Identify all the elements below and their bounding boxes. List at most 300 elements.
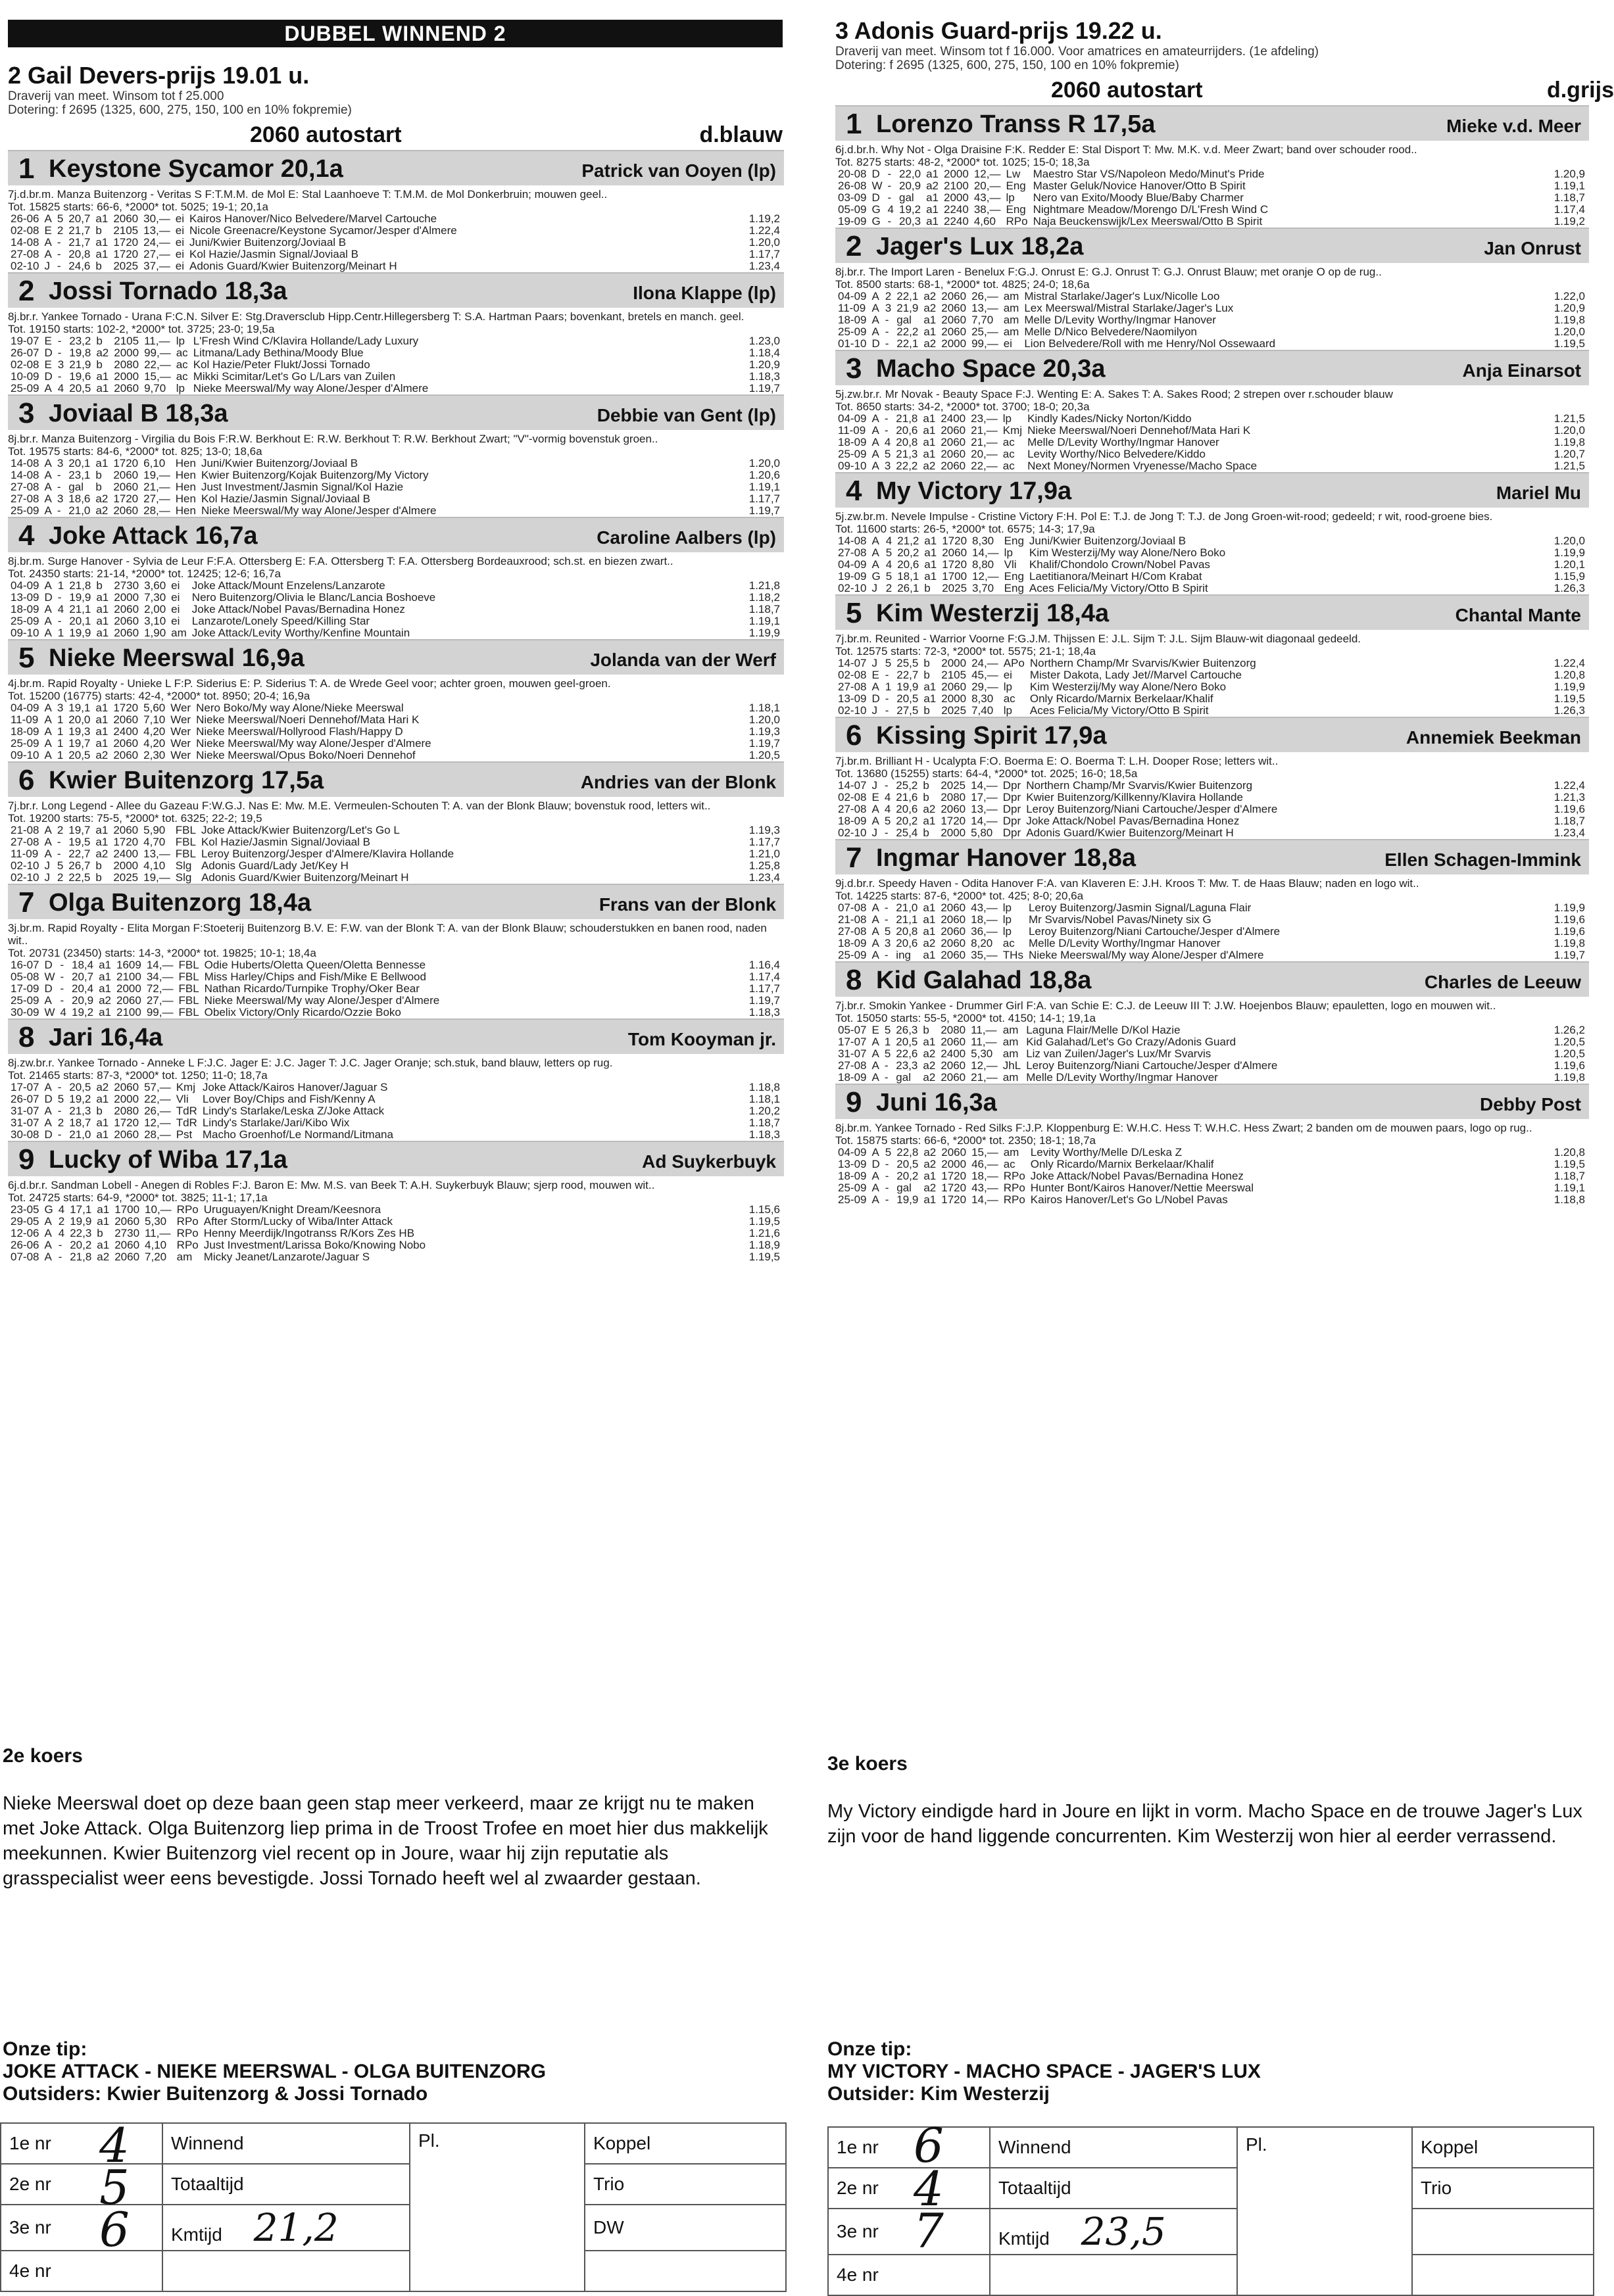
table-cell: Lw xyxy=(1006,168,1021,180)
table-row xyxy=(8,1251,784,1263)
horse-record: Tot. 15200 (16775) starts: 42-4, *2000* tot. 8950; 20-4; 16,9a xyxy=(8,690,310,702)
table-cell: Nieke Meerswal/My way Alone/Jesper d'Almere xyxy=(196,737,431,750)
race-comment-block xyxy=(3,1745,779,1891)
table-cell: 14-08 xyxy=(11,457,39,469)
horse-record: Tot. 19200 starts: 75-5, *2000* tot. 6325; 22-2; 19,5 xyxy=(8,812,262,825)
handwritten-kmtijd: 23,5 xyxy=(1081,2209,1166,2254)
table-cell: 20,8 xyxy=(68,248,91,260)
table-row xyxy=(835,535,1589,547)
table-cell: 5 xyxy=(57,212,64,225)
table-cell: 1720 xyxy=(113,702,139,714)
table-cell: ei xyxy=(171,591,180,604)
race-distance: 2060 autostart xyxy=(250,122,402,147)
form-empty[interactable] xyxy=(585,2251,786,2291)
table-cell: b xyxy=(95,224,102,237)
horse-name: Lorenzo Transs R 17,5a xyxy=(876,110,1156,138)
table-cell: 30-08 xyxy=(11,1128,39,1141)
table-cell: b xyxy=(923,791,929,803)
table-cell: 1.19,8 xyxy=(1553,436,1585,448)
table-cell: 4,20 xyxy=(143,725,166,738)
table-cell: 21,3 xyxy=(69,1105,91,1117)
table-cell: 27,5 xyxy=(896,704,919,717)
form-totaaltijd[interactable]: Totaaltijd xyxy=(162,2164,410,2205)
table-cell: 31-07 xyxy=(11,1105,39,1117)
table-cell: 15,— xyxy=(144,370,171,383)
table-cell: 1.20,8 xyxy=(1553,669,1585,681)
horse-header xyxy=(835,105,1589,141)
horse-name: Olga Buitenzorg 18,4a xyxy=(49,889,312,917)
table-cell: 18,— xyxy=(971,913,998,926)
table-cell: Nieke Meerswal/Opus Boko/Noeri Dennehof xyxy=(196,749,416,761)
table-cell: 12,— xyxy=(144,1116,171,1129)
form-empty[interactable] xyxy=(1412,2255,1594,2295)
table-cell: Nero Buitenzorg/Olivia le Blanc/Lancia Boshoeve xyxy=(191,591,436,604)
table-cell: 5 xyxy=(885,1146,892,1159)
table-cell: 1.18,7 xyxy=(1553,815,1585,827)
table-cell: 20,5 xyxy=(68,749,91,761)
table-cell: a2 xyxy=(923,460,936,472)
table-cell: W xyxy=(871,179,883,192)
table-cell: 5 xyxy=(884,1024,891,1036)
table-cell: Levity Worthy/Nico Belvedere/Kiddo xyxy=(1027,448,1206,460)
table-cell: 02-10 xyxy=(11,260,39,272)
table-cell: 2060 xyxy=(114,1239,140,1251)
table-cell: 27-08 xyxy=(838,681,867,693)
form-row-2 xyxy=(828,2161,990,2216)
table-cell: 1.19,5 xyxy=(748,1215,780,1228)
table-cell: 2240 xyxy=(944,215,969,227)
race-comment-block xyxy=(827,1753,1594,1849)
section-title: 3e koers xyxy=(827,1753,908,1775)
table-cell: TdR xyxy=(176,1116,197,1129)
table-cell: 18-09 xyxy=(838,436,867,448)
table-cell: Hen xyxy=(175,469,196,481)
table-cell: 22,8 xyxy=(896,1146,919,1159)
table-cell: Pst xyxy=(176,1128,193,1141)
table-cell: b xyxy=(924,582,931,594)
table-cell: - xyxy=(885,314,889,326)
table-cell: 24,6 xyxy=(68,260,91,272)
table-cell: 1720 xyxy=(942,535,967,547)
table-cell: lp xyxy=(176,335,185,347)
tip-outsiders: Outsiders: Kwier Buitenzorg & Jossi Tornado xyxy=(3,2083,428,2105)
table-cell: - xyxy=(887,215,892,227)
handwritten-pick-1: 6 xyxy=(914,2118,944,2173)
table-cell: 19,9 xyxy=(896,1193,919,1206)
form-row-3 xyxy=(1,2202,162,2257)
table-cell: gal xyxy=(899,191,914,204)
table-row xyxy=(8,825,784,836)
horse-number: 9 xyxy=(846,1086,862,1118)
table-cell: a1 xyxy=(96,382,109,395)
table-cell: A xyxy=(44,236,52,249)
table-cell: 1.19,7 xyxy=(748,737,780,750)
horse-list xyxy=(827,105,1594,1206)
table-cell: FBL xyxy=(178,1006,199,1018)
table-cell: 21,— xyxy=(971,424,998,437)
table-cell: 1.21,8 xyxy=(748,579,780,592)
table-cell: 1720 xyxy=(113,457,139,469)
table-cell: 19,3 xyxy=(68,725,91,738)
table-cell: b xyxy=(96,579,103,592)
table-cell: Melle D/Levity Worthy/Ingmar Hanover xyxy=(1028,937,1221,949)
table-cell: 24,— xyxy=(971,657,998,669)
form-place[interactable]: Pl. xyxy=(1237,2127,1412,2295)
table-cell: 7,40 xyxy=(971,704,994,717)
table-cell: Laguna Flair/Melle D/Kol Hazie xyxy=(1026,1024,1181,1036)
table-row xyxy=(835,938,1589,949)
table-cell: 1.20,0 xyxy=(1553,424,1585,437)
table-cell: 1.20,5 xyxy=(1553,1036,1585,1048)
table-row xyxy=(835,180,1589,192)
table-cell: 25,4 xyxy=(896,826,918,839)
table-cell: 11,— xyxy=(145,1227,171,1239)
table-cell: 2000 xyxy=(941,826,966,839)
horse-record: Tot. 19575 starts: 84-6, *2000* tot. 825; 13-0; 18,6a xyxy=(8,445,262,458)
table-cell: 27,— xyxy=(143,492,170,505)
table-cell: 99,— xyxy=(144,347,171,359)
right-column xyxy=(827,0,1614,2285)
table-cell: 5 xyxy=(884,448,891,460)
table-cell: FBL xyxy=(178,970,199,983)
table-cell: Wer xyxy=(170,725,191,738)
horse-name: Keystone Sycamor 20,1a xyxy=(49,155,343,183)
table-row xyxy=(8,702,784,714)
form-trio[interactable]: Trio xyxy=(585,2164,786,2205)
table-cell: a2 xyxy=(96,1081,109,1093)
form-empty[interactable] xyxy=(162,2251,410,2291)
horse-pedigree: 8j.br.m. Yankee Tornado - Red Silks F:J.P. Kloppenburg E: W.H.C. Hess T: W.H.C. Hess Zwart; 2 banden om de mouwen paars, logo op rug.. xyxy=(835,1122,1532,1134)
form-dw[interactable]: DW xyxy=(585,2205,786,2251)
table-cell: 23,— xyxy=(971,412,998,425)
table-cell: 18,7 xyxy=(69,1116,91,1129)
table-cell: A xyxy=(871,1071,879,1084)
table-cell: 02-08 xyxy=(838,791,867,803)
table-cell: 21,6 xyxy=(896,791,918,803)
table-cell: 2060 xyxy=(113,469,139,481)
table-cell: 1 xyxy=(57,579,64,592)
race-history-table xyxy=(8,580,784,639)
table-cell: 5 xyxy=(885,657,892,669)
form-kmtijd[interactable] xyxy=(162,2205,410,2251)
table-cell: 02-10 xyxy=(838,582,867,594)
table-cell: Joke Attack/Kairos Hanover/Jaguar S xyxy=(202,1081,388,1093)
table-cell: 1.20,6 xyxy=(748,469,780,481)
race-title: 3 Adonis Guard-prijs 19.22 u. xyxy=(835,17,1162,44)
table-cell: 1.19,9 xyxy=(748,627,780,639)
handwritten-pick-2: 4 xyxy=(914,2161,944,2216)
table-cell: 15,— xyxy=(971,1146,998,1159)
table-cell: 22,7 xyxy=(896,669,919,681)
table-cell: 2000 xyxy=(113,859,139,872)
table-cell: 21-08 xyxy=(11,824,39,836)
table-cell: 1.23,0 xyxy=(748,335,780,347)
table-cell: am xyxy=(1003,314,1019,326)
horse-header xyxy=(835,227,1589,263)
table-cell: Nathan Ricardo/Turnpike Trophy/Oker Bear xyxy=(204,982,420,995)
table-cell: 02-08 xyxy=(11,358,39,371)
table-cell: - xyxy=(57,848,61,860)
table-cell: Vli xyxy=(1004,558,1017,571)
horse-header xyxy=(8,639,784,675)
table-cell: 1.19,8 xyxy=(1553,1071,1585,1084)
table-cell: 2080 xyxy=(941,791,966,803)
table-cell: 3 xyxy=(57,702,64,714)
table-cell: Kid Galahad/Let's Go Crazy/Adonis Guard xyxy=(1026,1036,1236,1048)
table-row xyxy=(835,815,1589,827)
driver-name: Tom Kooyman jr. xyxy=(627,1029,776,1049)
table-cell: a1 xyxy=(95,713,109,726)
table-cell: 1.23,4 xyxy=(748,260,780,272)
table-cell: - xyxy=(885,325,889,338)
table-cell: 13,— xyxy=(143,848,170,860)
form-row-4: 4e nr xyxy=(1,2251,162,2291)
table-cell: 1.19,9 xyxy=(1553,681,1585,693)
table-cell: 2400 xyxy=(941,1047,966,1060)
table-cell: 2025 xyxy=(113,260,139,272)
table-cell: Hunter Bont/Kairos Hanover/Nettie Meerswal xyxy=(1030,1182,1254,1194)
table-cell: RPo xyxy=(176,1239,199,1251)
table-cell: 3 xyxy=(884,937,891,949)
form-koppel[interactable]: Koppel xyxy=(585,2123,786,2164)
form-empty[interactable] xyxy=(990,2255,1237,2295)
table-cell: Aces Felicia/My Victory/Otto B Spirit xyxy=(1029,704,1209,717)
form-winnend[interactable]: Winnend xyxy=(990,2127,1237,2168)
table-cell: 2060 xyxy=(114,382,139,395)
table-row xyxy=(835,1159,1589,1170)
form-label-1e-nr: 1e nr xyxy=(837,2137,879,2157)
table-row xyxy=(835,705,1589,717)
horse-header xyxy=(8,884,784,919)
table-cell: 17-07 xyxy=(11,1081,39,1093)
horse-record: Tot. 21465 starts: 87-3, *2000* tot. 1250; 11-0; 18,7a xyxy=(8,1069,268,1082)
table-cell: 27-08 xyxy=(11,248,39,260)
table-cell: 27-08 xyxy=(11,481,39,493)
form-koppel[interactable]: Koppel xyxy=(1412,2127,1594,2168)
table-cell: 25-09 xyxy=(11,615,39,627)
table-cell: 14-08 xyxy=(11,469,39,481)
table-cell: 22,7 xyxy=(68,848,91,860)
table-cell: 2000 xyxy=(944,168,969,180)
table-cell: 27-08 xyxy=(838,803,867,815)
table-cell: 2000 xyxy=(944,191,969,204)
table-cell: Nero van Exito/Moody Blue/Baby Charmer xyxy=(1033,191,1244,204)
table-cell: 12,— xyxy=(973,168,1001,180)
table-cell: Naja Beuckenswijk/Lex Meerswal/Otto B Spirit xyxy=(1033,215,1263,227)
table-cell: D xyxy=(871,1158,880,1170)
horse-number: 8 xyxy=(846,964,862,996)
horse-name: Kwier Buitenzorg 17,5a xyxy=(49,767,324,794)
table-cell: 5 xyxy=(884,925,891,938)
table-cell: 2,00 xyxy=(144,603,166,615)
table-cell: 5,60 xyxy=(143,702,166,714)
table-cell: Melle D/Levity Worthy/Ingmar Hanover xyxy=(1027,436,1219,448)
table-cell: 3 xyxy=(57,492,64,505)
table-cell: am xyxy=(1002,1047,1019,1060)
table-cell: G xyxy=(871,215,881,227)
table-cell: 45,— xyxy=(971,669,998,681)
table-cell: 2060 xyxy=(941,681,967,693)
horse-record: Tot. 11600 starts: 26-5, *2000* tot. 6575; 14-3; 17,9a xyxy=(835,523,1095,535)
table-cell: 2060 xyxy=(941,913,966,926)
table-cell: 43,— xyxy=(971,901,998,914)
table-cell: 14-08 xyxy=(838,535,867,547)
table-cell: a1 xyxy=(923,325,937,338)
table-cell: 2105 xyxy=(113,224,139,237)
table-cell: 7,10 xyxy=(143,713,166,726)
table-row xyxy=(835,216,1589,227)
race-prize-money: Dotering: f 2695 (1325, 600, 275, 150, 100 en 10% fokpremie) xyxy=(835,59,1179,72)
table-cell: 2060 xyxy=(941,1036,966,1048)
table-cell: b xyxy=(95,481,102,493)
table-cell: A xyxy=(44,749,52,761)
table-cell: 21,7 xyxy=(68,224,91,237)
table-cell: 8,20 xyxy=(971,937,993,949)
table-cell: J xyxy=(871,704,877,717)
table-cell: Melle D/Levity Worthy/Ingmar Hanover xyxy=(1024,314,1216,326)
horse-header xyxy=(835,717,1589,752)
horse-pedigree: 4j.br.m. Rapid Royalty - Unieke L F:P. Siderius E: P. Siderius T: A. de Wrede Geel voor; achter groen, mouwen geel-groen. xyxy=(8,677,611,690)
table-cell: 1.20,9 xyxy=(748,358,780,371)
table-cell: 2000 xyxy=(114,347,139,359)
table-cell: E xyxy=(44,224,52,237)
table-cell: APo xyxy=(1003,657,1025,669)
form-label-2e-nr: 2e nr xyxy=(9,2174,51,2194)
table-cell: 25-09 xyxy=(838,1193,867,1206)
table-cell: Mister Dakota, Lady Jet//Marvel Cartouche xyxy=(1029,669,1242,681)
form-place[interactable]: Pl. xyxy=(410,2123,585,2291)
driver-name: Jolanda van der Werf xyxy=(590,650,776,670)
table-cell: 21,1 xyxy=(896,913,918,926)
form-kmtijd[interactable] xyxy=(990,2209,1237,2255)
table-cell: a1 xyxy=(95,836,109,848)
table-cell: a1 xyxy=(96,370,109,383)
table-row xyxy=(8,848,784,860)
table-cell: 5 xyxy=(57,859,64,872)
table-cell: A xyxy=(44,994,52,1007)
table-cell: 18,— xyxy=(971,1170,998,1182)
table-cell: 12,— xyxy=(972,570,999,583)
table-cell: 22,5 xyxy=(68,871,91,884)
table-cell: 20,6 xyxy=(896,803,918,815)
table-cell: Leroy Buitenzorg/Jesper d'Almere/Klavira Hollande xyxy=(201,848,454,860)
table-cell: 19-09 xyxy=(838,215,867,227)
form-trio[interactable]: Trio xyxy=(1412,2168,1594,2209)
tip-block xyxy=(3,2038,779,2105)
table-cell: L'Fresh Wind C/Klavira Hollande/Lady Luxury xyxy=(193,335,419,347)
table-cell: 18-09 xyxy=(11,603,39,615)
table-cell: Northern Champ/Mr Svarvis/Kwier Buitenzorg xyxy=(1026,779,1253,792)
table-cell: 3 xyxy=(884,460,891,472)
table-row xyxy=(8,1204,784,1216)
race-distance: 2060 autostart xyxy=(1051,78,1203,103)
table-cell: RPo xyxy=(176,1227,199,1239)
table-cell: 21,7 xyxy=(68,236,91,249)
table-cell: Micky Jeanet/Lanzarote/Jaguar S xyxy=(203,1251,370,1263)
table-row xyxy=(835,413,1589,425)
form-empty[interactable] xyxy=(1412,2209,1594,2255)
table-cell: 21,— xyxy=(971,436,998,448)
table-cell: 2060 xyxy=(114,1081,139,1093)
horse-record: Tot. 24350 starts: 21-14, *2000* tot. 12425; 12-6; 16,7a xyxy=(8,567,281,580)
table-cell: 25-09 xyxy=(838,1182,867,1194)
table-cell: 27-08 xyxy=(11,492,39,505)
table-cell: a1 xyxy=(923,448,936,460)
horse-header xyxy=(835,839,1589,874)
table-cell: - xyxy=(60,959,64,971)
table-cell: FBL xyxy=(178,982,199,995)
table-cell: a1 xyxy=(96,627,109,639)
table-cell: 1 xyxy=(57,737,64,750)
table-cell: b xyxy=(95,260,102,272)
table-cell: a2 xyxy=(923,803,936,815)
horse-pedigree: 8j.br.r. Yankee Tornado - Urana F:C.N. Silver E: Stg.Draversclub Hipp.Centr.Hillegersberg T: S.A. Hartman Paars; bovenkant, bretels en manch. geel. xyxy=(8,310,745,323)
table-cell: 21,0 xyxy=(69,1128,91,1141)
table-cell: A xyxy=(44,504,52,517)
table-cell: 2000 xyxy=(114,1093,139,1105)
table-cell: 1.18,1 xyxy=(748,702,780,714)
horse-number: 6 xyxy=(18,764,35,796)
table-cell: 9,70 xyxy=(144,382,166,395)
table-row xyxy=(8,627,784,639)
table-cell: ac xyxy=(176,370,188,383)
table-cell: 13,— xyxy=(143,224,170,237)
horse-number: 4 xyxy=(846,475,862,507)
table-cell: 23,2 xyxy=(69,335,91,347)
table-cell: Juni/Kwier Buitenzorg/Joviaal B xyxy=(189,236,347,249)
table-row xyxy=(835,448,1589,460)
table-row xyxy=(8,225,784,237)
table-cell: 1.19,5 xyxy=(1553,1158,1585,1170)
table-cell: lp xyxy=(1002,913,1012,926)
driver-name: Jan Onrust xyxy=(1484,238,1581,258)
table-cell: b xyxy=(95,871,102,884)
horse-pedigree: 8j.br.r. Manza Buitenzorg - Virgilia du Bois F:R.W. Berkhout E: R.W. Berkhout T: R.W. Berkhout Zwart; "V"-vormig bovenstuk groen.. xyxy=(8,433,658,445)
table-cell: Nieke Meerswal/My way Alone/Jesper d'Almere xyxy=(204,994,440,1007)
table-cell: Juni/Kwier Buitenzorg/Joviaal B xyxy=(201,457,358,469)
table-cell: 2000 xyxy=(114,591,139,604)
table-cell: 1.20,8 xyxy=(1553,1146,1585,1159)
table-cell: 5 xyxy=(884,1047,891,1060)
table-cell: D xyxy=(871,337,880,350)
table-cell: a2 xyxy=(923,302,937,314)
section-title: 2e koers xyxy=(3,1745,83,1767)
form-winnend[interactable]: Winnend xyxy=(162,2123,410,2164)
table-cell: 04-09 xyxy=(11,579,39,592)
table-cell: lp xyxy=(1002,901,1012,914)
table-cell: b xyxy=(97,1227,103,1239)
table-cell: ac xyxy=(1002,460,1015,472)
table-cell: J xyxy=(44,859,50,872)
table-cell: 2100 xyxy=(116,970,141,983)
horse-pedigree: 5j.zw.br.r. Mr Novak - Beauty Space F:J. Wenting E: A. Sakes T: A. Sakes Rood; 2 strepen over r.schouder blauw xyxy=(835,388,1393,400)
table-cell: Leroy Buitenzorg/Niani Cartouche/Jesper d'Almere xyxy=(1026,1059,1278,1072)
table-cell: a2 xyxy=(95,848,109,860)
race-history-table xyxy=(835,168,1589,227)
form-totaaltijd[interactable]: Totaaltijd xyxy=(990,2168,1237,2209)
table-row xyxy=(8,580,784,592)
horse-pedigree: 5j.zw.br.m. Nevele Impulse - Cristine Victory F:H. Pol E: T.J. de Jong T: T.J. de Jong Groen-wit-rood; gedeeld; r wit, rood-groene bies. xyxy=(835,510,1493,523)
table-row xyxy=(8,604,784,615)
table-cell: 2105 xyxy=(941,669,967,681)
table-cell: Nero Boko/My way Alone/Nieke Meerswal xyxy=(196,702,404,714)
table-cell: 6,10 xyxy=(143,457,166,469)
table-cell: 1.19,1 xyxy=(748,615,780,627)
race-history-table xyxy=(8,335,784,395)
horse-entry xyxy=(835,1084,1589,1206)
table-cell: 8,30 xyxy=(971,692,994,705)
table-cell: - xyxy=(884,1071,889,1084)
